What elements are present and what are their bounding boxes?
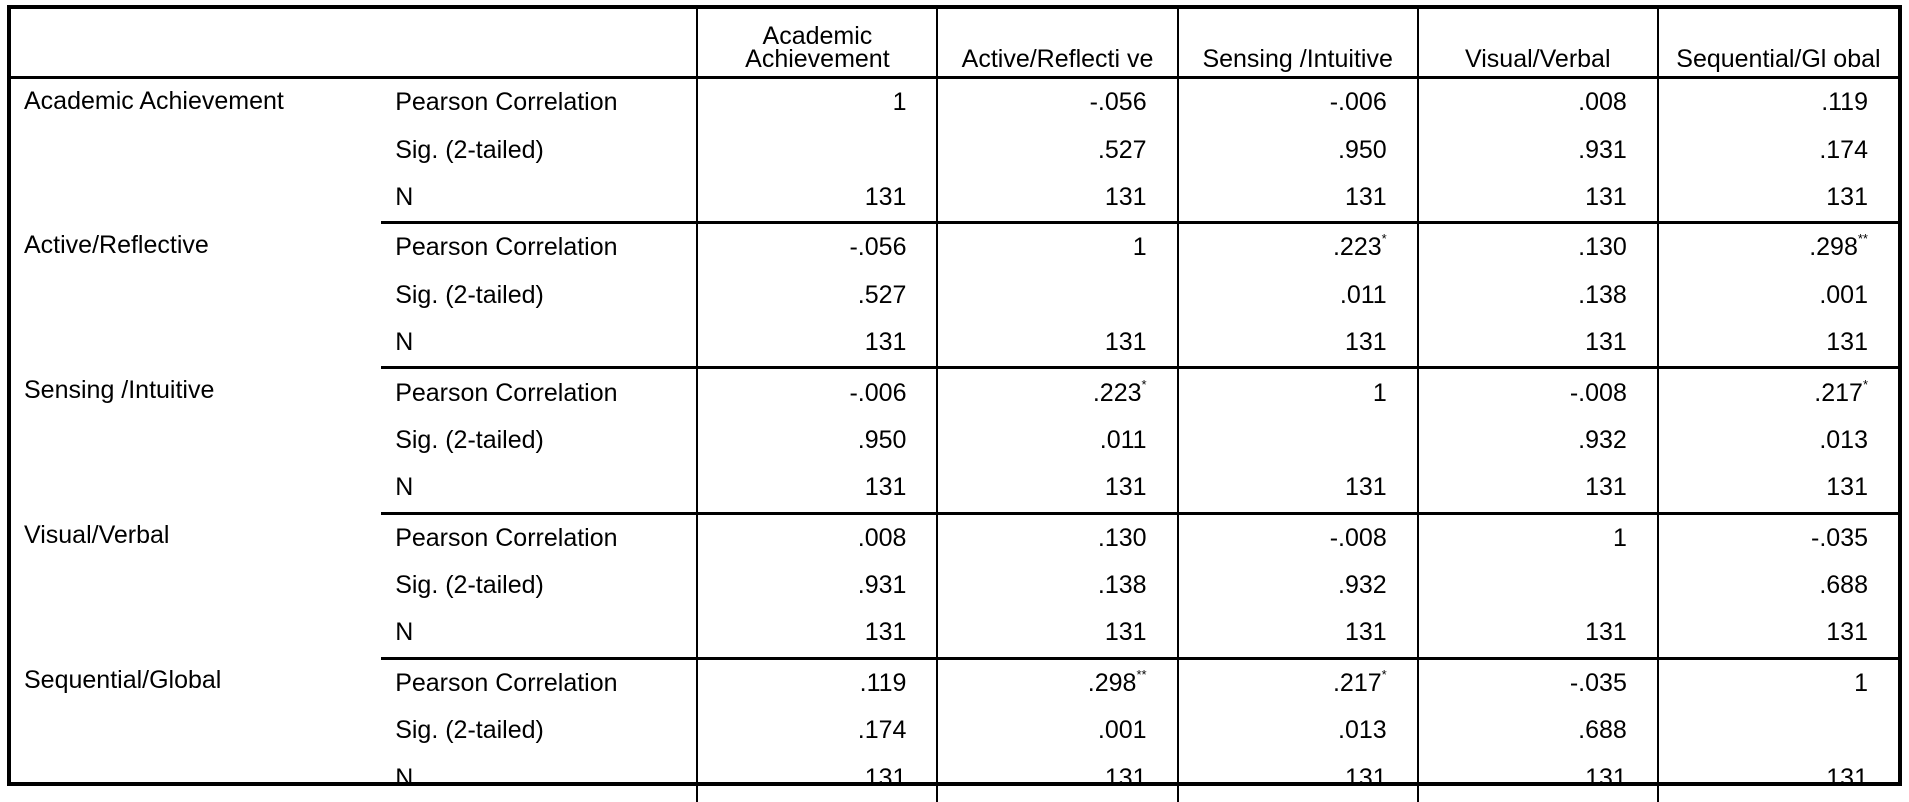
correlation-table-frame <box>7 5 1902 792</box>
value-cell <box>1658 223 1898 272</box>
value-cell <box>1418 707 1658 754</box>
cell-value: .001 <box>1819 280 1868 309</box>
cell-value: 131 <box>1826 182 1868 211</box>
significance-marker: * <box>1381 666 1387 682</box>
value-cell <box>1178 368 1418 417</box>
cell-value: 131 <box>1826 763 1868 792</box>
cell-value: .932 <box>1578 425 1627 454</box>
value-cell <box>1658 126 1898 173</box>
value-cell <box>1658 562 1898 609</box>
value-cell <box>1178 707 1418 754</box>
value-cell <box>1418 272 1658 319</box>
cell-value: .011 <box>1099 425 1147 454</box>
cell-value: 131 <box>1104 618 1147 647</box>
cell-value: -.035 <box>1569 668 1627 697</box>
cell-value: .130 <box>1097 523 1147 552</box>
table-row <box>11 513 1898 562</box>
cell-value: 1 <box>1132 233 1147 262</box>
value-cell <box>1658 513 1898 562</box>
value-cell <box>697 754 937 801</box>
statistic-label: N <box>381 464 697 513</box>
value-cell <box>1178 78 1418 127</box>
variable-label: Academic Achievement <box>24 87 284 115</box>
cell-value: 131 <box>1345 473 1387 502</box>
value-cell <box>937 658 1177 707</box>
cell-value: .932 <box>1338 571 1387 600</box>
cell-value: .688 <box>1578 716 1627 745</box>
statistic-label: Sig. (2-tailed) <box>381 126 697 173</box>
statistic-label: Pearson Correlation <box>381 513 697 562</box>
value-cell <box>1658 319 1898 368</box>
value-cell <box>1418 417 1658 464</box>
value-cell <box>1418 78 1658 127</box>
header-blank-statistic <box>381 9 697 78</box>
significance-marker: * <box>1862 376 1868 392</box>
value-cell <box>697 609 937 658</box>
cell-value: .298 <box>1809 233 1858 262</box>
value-cell <box>937 174 1177 223</box>
cell-value: 1 <box>1372 378 1387 407</box>
value-cell <box>1658 272 1898 319</box>
cell-value: .174 <box>1819 135 1868 164</box>
value-cell <box>937 513 1177 562</box>
cell-value: .298 <box>1087 668 1137 697</box>
value-cell <box>937 368 1177 417</box>
value-cell <box>697 417 937 464</box>
cell-value: .008 <box>857 523 907 552</box>
cell-value: 131 <box>864 473 907 502</box>
cell-value: .001 <box>1097 716 1147 745</box>
value-cell <box>697 272 937 319</box>
cell-value: 131 <box>1826 473 1868 502</box>
cell-value: .950 <box>857 425 907 454</box>
cell-value: 131 <box>1345 328 1387 357</box>
column-header: Academic Achievement <box>697 9 937 78</box>
cell-value: 1 <box>1612 523 1627 552</box>
value-cell <box>1178 562 1418 609</box>
cell-value: .527 <box>1097 135 1147 164</box>
value-cell <box>937 319 1177 368</box>
cell-value: 131 <box>1104 182 1147 211</box>
value-cell <box>1178 658 1418 707</box>
cell-value: 131 <box>1826 328 1868 357</box>
value-cell <box>697 319 937 368</box>
variable-label: Visual/Verbal <box>24 521 170 550</box>
value-cell <box>937 126 1177 173</box>
cell-value: 131 <box>1585 328 1627 357</box>
value-cell <box>937 707 1177 754</box>
value-cell <box>937 754 1177 801</box>
significance-marker: * <box>1141 376 1147 392</box>
value-cell <box>937 78 1177 127</box>
header-blank-variable <box>11 9 381 78</box>
value-cell <box>697 223 937 272</box>
value-cell <box>1418 174 1658 223</box>
cell-value: -.006 <box>1329 88 1387 117</box>
value-cell <box>1418 609 1658 658</box>
statistic-label: Sig. (2-tailed) <box>381 417 697 464</box>
statistic-label: N <box>381 754 697 801</box>
cell-value: .223 <box>1092 378 1142 407</box>
significance-marker: ** <box>1857 231 1868 247</box>
significance-marker: ** <box>1136 666 1147 682</box>
variable-label: Sequential/Global <box>24 666 222 695</box>
cell-value: 1 <box>1854 668 1868 697</box>
significance-marker: * <box>1381 231 1387 247</box>
value-cell <box>937 272 1177 319</box>
value-cell <box>1178 319 1418 368</box>
value-cell <box>697 126 937 173</box>
value-cell <box>1178 174 1418 223</box>
value-cell <box>1418 126 1658 173</box>
statistic-label: Pearson Correlation <box>381 658 697 707</box>
value-cell <box>1658 417 1898 464</box>
value-cell <box>1418 368 1658 417</box>
cell-value: .527 <box>857 280 907 309</box>
cell-value: .013 <box>1819 425 1868 454</box>
cell-value: .119 <box>859 668 907 697</box>
column-header: Active/Reflecti ve <box>937 9 1177 78</box>
cell-value: 131 <box>864 763 907 792</box>
statistic-label: Sig. (2-tailed) <box>381 272 697 319</box>
value-cell <box>697 513 937 562</box>
statistic-label: N <box>381 174 697 223</box>
value-cell <box>937 609 1177 658</box>
table-body <box>11 78 1898 802</box>
value-cell <box>937 417 1177 464</box>
value-cell <box>697 464 937 513</box>
correlation-table <box>11 9 1898 802</box>
cell-value: .223 <box>1332 233 1382 262</box>
cell-value: -.006 <box>849 378 907 407</box>
value-cell <box>1418 513 1658 562</box>
cell-value: 131 <box>1585 473 1627 502</box>
column-header: Visual/Verbal <box>1418 9 1658 78</box>
value-cell <box>1658 464 1898 513</box>
value-cell <box>937 223 1177 272</box>
cell-value: 131 <box>1345 763 1387 792</box>
value-cell <box>1178 126 1418 173</box>
value-cell <box>937 464 1177 513</box>
table-row <box>11 368 1898 417</box>
value-cell <box>1178 417 1418 464</box>
cell-value: -.056 <box>1089 88 1147 117</box>
cell-value: .013 <box>1338 716 1387 745</box>
table-row <box>11 78 1898 127</box>
cell-value: 131 <box>1345 182 1387 211</box>
value-cell <box>1418 562 1658 609</box>
cell-value: 131 <box>1104 473 1147 502</box>
cell-value: 131 <box>1585 182 1627 211</box>
cell-value: .011 <box>1339 280 1387 309</box>
value-cell <box>1658 368 1898 417</box>
column-header: Sensing /Intuitive <box>1178 9 1418 78</box>
cell-value: 1 <box>892 88 907 117</box>
statistic-label: N <box>381 609 697 658</box>
value-cell <box>1178 464 1418 513</box>
value-cell <box>697 658 937 707</box>
statistic-label: Pearson Correlation <box>381 78 697 127</box>
cell-value: 131 <box>1585 763 1627 792</box>
cell-value: .138 <box>1097 571 1147 600</box>
value-cell <box>1418 223 1658 272</box>
cell-value: -.008 <box>1329 523 1387 552</box>
cell-value: .138 <box>1578 280 1627 309</box>
value-cell <box>1178 223 1418 272</box>
statistic-label: Sig. (2-tailed) <box>381 707 697 754</box>
cell-value: 131 <box>864 328 907 357</box>
value-cell <box>1658 609 1898 658</box>
value-cell <box>1178 272 1418 319</box>
value-cell <box>1658 658 1898 707</box>
value-cell <box>697 174 937 223</box>
cell-value: 131 <box>1104 763 1147 792</box>
variable-label: Sensing /Intuitive <box>24 375 215 404</box>
statistic-label: N <box>381 319 697 368</box>
cell-value: .217 <box>1332 668 1382 697</box>
value-cell <box>1418 319 1658 368</box>
cell-value: -.056 <box>849 233 907 262</box>
statistic-label: Pearson Correlation <box>381 368 697 417</box>
cell-value: .174 <box>857 716 907 745</box>
table-row <box>11 223 1898 272</box>
value-cell <box>1418 658 1658 707</box>
cell-value: .217 <box>1814 378 1863 407</box>
table-header <box>11 9 1898 78</box>
value-cell <box>1658 707 1898 754</box>
cell-value: .931 <box>1578 135 1627 164</box>
value-cell <box>1178 754 1418 801</box>
value-cell <box>937 562 1177 609</box>
value-cell <box>1658 78 1898 127</box>
cell-value: 131 <box>864 182 907 211</box>
column-header: Sequential/Gl obal <box>1658 9 1898 78</box>
cell-value: .008 <box>1578 88 1627 117</box>
cell-value: 131 <box>864 618 907 647</box>
cell-value: 131 <box>1104 328 1147 357</box>
cell-value: 131 <box>1345 618 1387 647</box>
value-cell <box>1178 513 1418 562</box>
value-cell <box>1418 464 1658 513</box>
statistic-label: Sig. (2-tailed) <box>381 562 697 609</box>
value-cell <box>697 368 937 417</box>
value-cell <box>1658 754 1898 801</box>
cell-value: -.035 <box>1811 523 1868 552</box>
cell-value: .931 <box>857 571 907 600</box>
statistic-label: Pearson Correlation <box>381 223 697 272</box>
variable-label: Active/Reflective <box>24 230 209 259</box>
value-cell <box>1178 609 1418 658</box>
cell-value: .130 <box>1578 233 1627 262</box>
cell-value: .119 <box>1821 88 1868 117</box>
table-row <box>11 658 1898 707</box>
value-cell <box>1658 174 1898 223</box>
value-cell <box>697 707 937 754</box>
value-cell <box>1418 754 1658 801</box>
cell-value: 131 <box>1826 618 1868 647</box>
cell-value: -.008 <box>1569 378 1627 407</box>
cell-value: .950 <box>1338 135 1387 164</box>
cell-value: .688 <box>1819 571 1868 600</box>
cell-value: 131 <box>1585 618 1627 647</box>
value-cell <box>697 562 937 609</box>
value-cell <box>697 78 937 127</box>
